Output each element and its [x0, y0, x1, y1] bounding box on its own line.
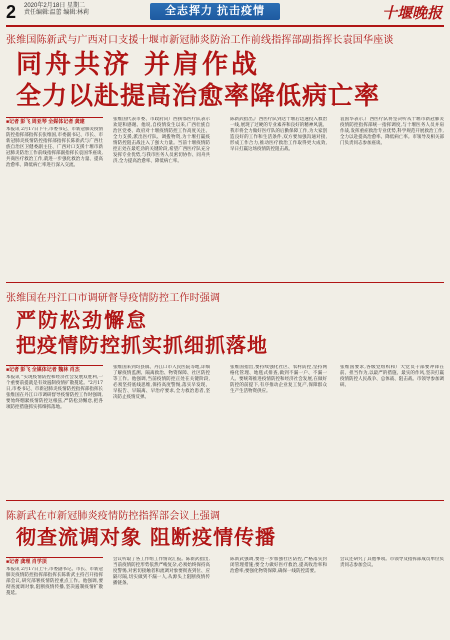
article-divider — [6, 282, 444, 283]
article1-kicker: 张维国陈新武与广西对口支援十堰市新冠肺炎防治工作前线指挥部副指挥长袁国华座谈 — [6, 35, 394, 46]
date-line-editors: 责任编辑:温蕾 编辑:林莉 — [24, 10, 90, 16]
article1-column-2: 张维国代表市委、市政府向广西援鄂医疗队表示欢迎和感谢。他说,自疫情发生以来,广西壮族自治区党委、政府对十堰疫情防控工作高度关注、全力支援,派出医疗队、调拨物资,为十堰打赢疫情防控阻击战注入了强大力量。当前十堰疫情防控正处在最吃劲的关键阶段,希望广西医疗队充分发挥专业优势,与我市医务人员密切协作、同舟共济,全力提高治愈率、降低病亡率。 — [113, 117, 210, 164]
date-line-date: 2020年2月18日 星期二 — [24, 3, 86, 9]
date-line — [24, 3, 89, 17]
article1-column-1: 本报讯 2月17日下午,市委书记、市新冠肺炎疫情防控指挥部指挥长张维国,市委副书记、市长、市新冠肺炎疫情防控指挥部指挥长陈新武与广西壮族自治区卫健委副主任、广西对口支援十堰市新冠肺炎防治工作前线指挥部副指挥长袁国华座谈,共商医疗救治工作,就进一步强化救治力量、提高治愈率、降低病亡率进行深入交流。 — [6, 127, 103, 168]
article2-column-2: 张维国来到均县镇、丹江口市人民医院等地,详细了解疫情监测、隔离救治、物资保障、社区防控等工作。他强调,当前疫情防控正处在关键阶段,必须坚持底线思维,保持高度警惕,落实早发现、早报告、早隔离、早治疗要求,全力救治患者,坚决防止疫情反弹。 — [113, 365, 210, 400]
article1-title-line1: 同舟共济 并肩作战 — [16, 50, 261, 80]
article2-title-line1: 严防松劲懈怠 — [16, 308, 148, 332]
article3-kicker: 陈新武在市新冠肺炎疫情防控指挥部会议上强调 — [6, 511, 221, 522]
page-number: 2 — [6, 2, 17, 22]
masthead-rule — [6, 25, 444, 27]
article2-title-line2: 把疫情防控抓实抓细抓落地 — [16, 333, 268, 357]
article2-column-3: 张维国指出,要持续强化社区、农村防控,坚持网格化管理、地毯式排查,做到不漏一户、不漏一人。要统筹推进疫情防控和经济社会发展,在做好防控的前提下,有序推动企业复工复产,保障群众生产生活物资供应。 — [230, 365, 327, 394]
article1-column-3: 陈新武指出,广西医疗队到达十堰后迅速投入救治一线,展现了过硬的专业素养和良好的精神风貌。我市将全力做好医疗队的后勤保障工作,为大家创造良好的工作和生活条件,双方要加强沟通对接,形成工作合力,推动医疗救治工作取得更大成效,早日打赢这场疫情防控阻击战。 — [230, 117, 327, 152]
article2-column-1: 本报讯 "实现疫情防控和经济社会发展双胜利,一个重要前提就是有效遏制疫情扩散蔓延。"2月17日,市委书记、市新冠肺炎疫情防控指挥部指挥长张维国在丹江口市调研督导疫情防控工作时强调,要始终绷紧疫情防控这根弦,严防松劲懈怠,把各项防控措施抓实抓细抓落地。 — [6, 375, 103, 410]
article3-column-1: 本报讯 2月17日上午,市委副书记、市长、市新冠肺炎疫情防控指挥部指挥长陈新武主持召开指挥部会议,研究部署疫情防控重点工作。他强调,要彻查流调对象,阻断疫情传播,坚决遏制疫情扩散蔓延。 — [6, 567, 103, 596]
article2-byline: ■记者 彭飞 全媒体记者 魏林 肖杰 — [6, 365, 103, 374]
newspaper-brand: 十堰晚报 — [381, 4, 442, 22]
article3-column-3: 陈新武强调,要进一步加强社区防控,严格落实封闭管理措施;要全力做好医疗救治,提高收治率和治愈率;要强化物资保障,确保一线防控需要。 — [230, 557, 327, 574]
article2-column-4: 张维国要求,各级党组织和广大党员干部要冲锋在前、担当作为,以最严的措施、最实的作风,坚决打赢疫情防控人民战争、总体战、阻击战。市领导参加调研。 — [340, 365, 444, 388]
article3-title-line1: 彻查流调对象 阻断疫情传播 — [16, 525, 276, 549]
article3-column-4: 会议还研究了其他事项。市领导及指挥部成员单位负责同志参加会议。 — [340, 557, 444, 568]
article2-kicker: 张维国在丹江口市调研督导疫情防控工作时强调 — [6, 293, 221, 304]
masthead — [0, 0, 450, 24]
article1-column-4: 袁国华表示,广西医疗队将坚决听从十堰市新冠肺炎疫情防控指挥部统一指挥调度,与十堰医务人员并肩作战,发挥重症救治专业优势,科学规范开展救治工作,全力以赴提高治愈率、降低病亡率。市领导及相关部门负责同志参加座谈。 — [340, 117, 444, 146]
article3-column-2: 会议听取了各工作组工作情况汇报。陈新武指出,当前疫情防控形势依然严峻复杂,必须始终保持高度警惕,对密切接触者和流调对象要彻查到位、应隔尽隔,切实做到不漏一人,从源头上阻断疫情传播链条。 — [113, 557, 210, 586]
section-banner: 全志挥力 抗击疫情 — [150, 3, 280, 20]
article3-byline: ■记者 龚理 肖学顶 — [6, 557, 103, 566]
article1-byline: ■记者 彭飞 周亚琴 全媒体记者 龚建 — [6, 117, 103, 126]
article1-title-line2: 全力以赴提高治愈率降低病亡率 — [16, 81, 381, 110]
article-divider — [6, 500, 444, 501]
